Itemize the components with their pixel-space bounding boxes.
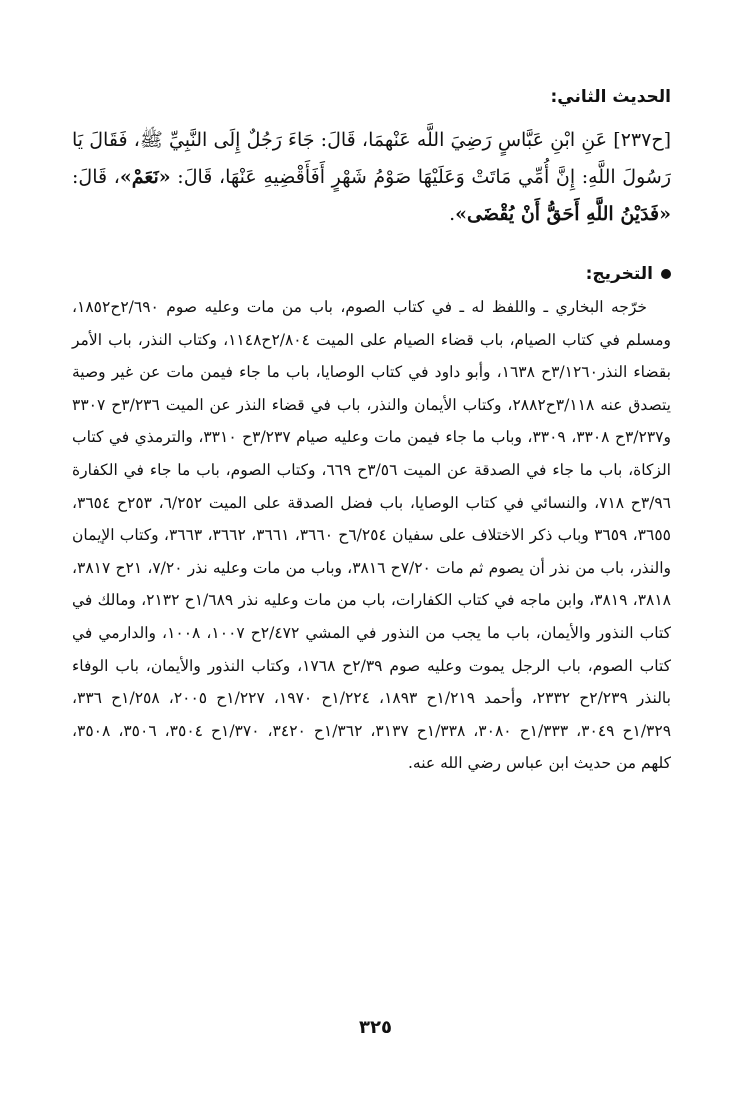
page-number: ٣٢٥ (359, 1017, 392, 1038)
hadith-text (72, 122, 671, 233)
hadith-said: ، قَالَ: (72, 166, 120, 188)
section-title: الحديث الثاني: (550, 87, 671, 107)
hadith-answer: «نَعَمْ» (119, 166, 171, 188)
hadith-chain: عَنِ ابْنِ عَبَّاسٍ رَضِيَ اللَّه عَنْهمَا، قَالَ: جَاءَ رَجُلٌ إِلَى النَّبِيِّ ﷺ، فَقَالَ يَا رَسُولَ اللَّهِ: إِنَّ أُمِّي مَاتَتْ وَعَلَيْهَا صَوْمُ شَهْرٍ أَفَأَقْضِيهِ عَنْهَا، قَالَ: (72, 129, 671, 188)
takhrij-title: التخريج: (585, 264, 653, 284)
hadith-final-saying: «فَدَيْنُ اللَّهِ أَحَقُّ أَنْ يُقْضَى» (455, 203, 671, 225)
page-content (72, 82, 671, 780)
hadith-end: . (449, 203, 456, 225)
takhrij-paragraph: خرّجه البخاري ـ واللفظ له ـ في كتاب الصوم، باب من مات وعليه صوم ٢/٦٩٠ح١٨٥٢، ومسلم في كتاب الصيام، باب قضاء الصيام على الميت ٢/٨٠٤ح١١٤٨، وكتاب النذر، باب الأمر بقضاء النذر٣/١٢٦٠ح ١٦٣٨، وأبو داود في كتاب الوصايا، باب ما جاء فيمن مات عن غير وصية يتصدق عنه ٣/١١٨ح٢٨٨٢، وكتاب الأيمان والنذر، باب في قضاء النذر عن الميت ٣/٢٣٦ح ٣٣٠٧ و٣/٢٣٧ح ٣٣٠٨، ٣٣٠٩، وباب ما جاء فيمن مات وعليه صيام ٣/٢٣٧ح ٣٣١٠، والترمذي في كتاب الزكاة، باب ما جاء في الصدقة عن الميت ٣/٥٦ح ٦٦٩، وكتاب الصوم، باب ما جاء في الكفارة ٣/٩٦ح ٧١٨، والنسائي في كتاب الوصايا، باب فضل الصدقة على الميت ٦/٢٥٢، ٢٥٣ح ٣٦٥٤، ٣٦٥٥، ٣٦٥٩ وباب ذكر الاختلاف على سفيان ٦/٢٥٤ح ٣٦٦٠، ٣٦٦١، ٣٦٦٢، ٣٦٦٣، وكتاب الإيمان والنذر، باب من نذر أن يصوم ثم مات ٧/٢٠ح ٣٨١٦، وباب من مات وعليه نذر ٧/٢٠، ٢١ح ٣٨١٧، ٣٨١٨، ٣٨١٩، وابن ماجه في كتاب الكفارات، باب من مات وعليه نذر ١/٦٨٩ح ٢١٣٢، ومالك في كتاب النذور والأيمان، باب ما يجب من النذور في المشي ٢/٤٧٢ح ١٠٠٧، ١٠٠٨، والدارمي في كتاب الصوم، باب الرجل يموت وعليه صوم ٢/٣٩ح ١٧٦٨، وكتاب النذور والأيمان، باب الوفاء بالنذر ٢/٢٣٩ح ٢٣٣٢، وأحمد ١/٢١٩ح ١٨٩٣، ١/٢٢٤ح ١٩٧٠، ١/٢٢٧ح ٢٠٠٥، ١/٢٥٨ح ٣٣٦، ١/٣٢٩ح ٣٠٤٩، ١/٣٣٣ح ٣٠٨٠، ١/٣٣٨ح ٣١٣٧، ١/٣٦٢ح ٣٤٢٠، ١/٣٧٠ح ٣٥٠٤، ٣٥٠٦، ٣٥٠٨، كلهم من حديث ابن عباس رضي الله عنه. (72, 298, 672, 773)
hadith-number: [ح٢٣٧] (613, 129, 671, 151)
takhrij-heading (72, 259, 671, 289)
bullet-icon (661, 269, 671, 279)
